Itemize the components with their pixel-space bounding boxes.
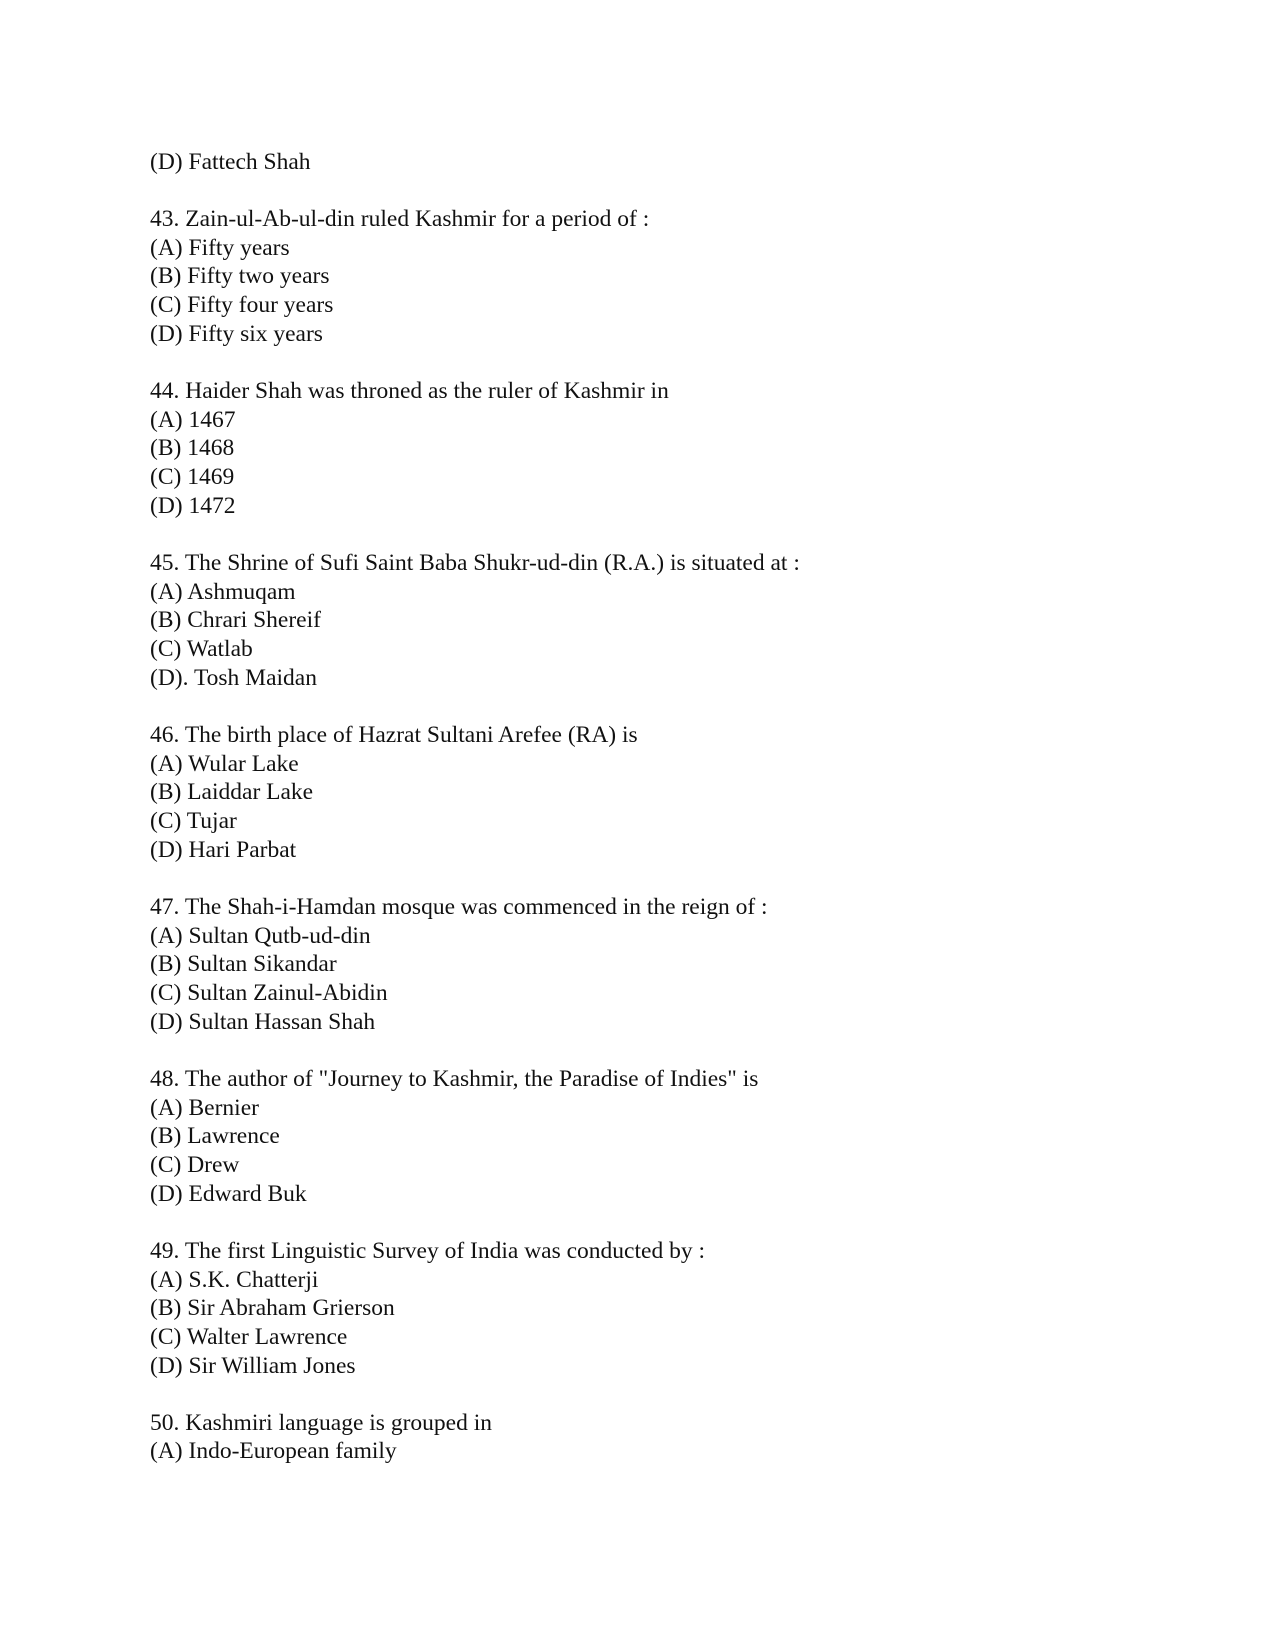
option-d: (D). Tosh Maidan: [150, 664, 317, 691]
option-a: (A) S.K. Chatterji: [150, 1266, 319, 1293]
question-stem: 47. The Shah-i-Hamdan mosque was commenced in the reign of :: [150, 893, 768, 920]
question-45: [150, 549, 1150, 693]
question-43: [150, 205, 1150, 349]
option-a: (A) Indo-European family: [150, 1438, 397, 1465]
question-stem: 49. The first Linguistic Survey of India was conducted by :: [150, 1237, 705, 1264]
option-c: (C) 1469: [150, 464, 235, 491]
option-d: (D) Edward Buk: [150, 1180, 307, 1207]
question-44: [150, 377, 1150, 521]
option-d: (D) Sir William Jones: [150, 1352, 356, 1379]
option-b: (B) Fifty two years: [150, 263, 330, 290]
option-c: (C) Drew: [150, 1152, 240, 1179]
spacer: [150, 1037, 1150, 1065]
option-b: (B) Chrari Shereif: [150, 607, 321, 634]
question-stem: 46. The birth place of Hazrat Sultani Arefee (RA) is: [150, 721, 638, 748]
question-48: [150, 1065, 1150, 1209]
option-c: (C) Tujar: [150, 808, 237, 835]
option-d: (D) 1472: [150, 492, 236, 519]
option-a: (A) Wular Lake: [150, 750, 299, 777]
question-stem: 43. Zain-ul-Ab-ul-din ruled Kashmir for a period of :: [150, 205, 650, 232]
option-b: (B) Lawrence: [150, 1123, 280, 1150]
question-46: [150, 721, 1150, 865]
option-c: (C) Walter Lawrence: [150, 1324, 348, 1351]
question-stem: 44. Haider Shah was throned as the ruler of Kashmir in: [150, 377, 669, 404]
question-49: [150, 1237, 1150, 1381]
spacer: [150, 1209, 1150, 1237]
option-d: (D) Sultan Hassan Shah: [150, 1008, 376, 1035]
question-47: [150, 893, 1150, 1037]
question-stem: 50. Kashmiri language is grouped in: [150, 1409, 492, 1436]
option-a: (A) Ashmuqam: [150, 578, 296, 605]
option-a: (A) Sultan Qutb-ud-din: [150, 922, 371, 949]
option-d: (D) Hari Parbat: [150, 836, 297, 863]
option-a: (A) 1467: [150, 406, 236, 433]
carried-over-option: (D) Fattech Shah: [150, 149, 311, 175]
option-a: (A) Bernier: [150, 1094, 259, 1121]
question-50: [150, 1409, 1150, 1467]
spacer: [150, 1381, 1150, 1409]
option-b: (B) Laiddar Lake: [150, 779, 314, 806]
spacer: [150, 865, 1150, 893]
spacer: [150, 693, 1150, 721]
spacer: [150, 521, 1150, 549]
question-stem: 48. The author of "Journey to Kashmir, the Paradise of Indies" is: [150, 1065, 759, 1092]
option-a: (A) Fifty years: [150, 234, 290, 261]
option-b: (B) Sir Abraham Grierson: [150, 1295, 395, 1322]
option-c: (C) Sultan Zainul-Abidin: [150, 980, 388, 1007]
option-d: (D) Fifty six years: [150, 320, 323, 347]
spacer: [150, 177, 1150, 205]
question-stem: 45. The Shrine of Sufi Saint Baba Shukr-ud-din (R.A.) is situated at :: [150, 549, 800, 576]
option-c: (C) Watlab: [150, 636, 253, 663]
question-list: [150, 148, 1150, 1466]
option-b: (B) Sultan Sikandar: [150, 951, 337, 978]
option-c: (C) Fifty four years: [150, 292, 334, 319]
spacer: [150, 349, 1150, 377]
option-b: (B) 1468: [150, 435, 235, 462]
